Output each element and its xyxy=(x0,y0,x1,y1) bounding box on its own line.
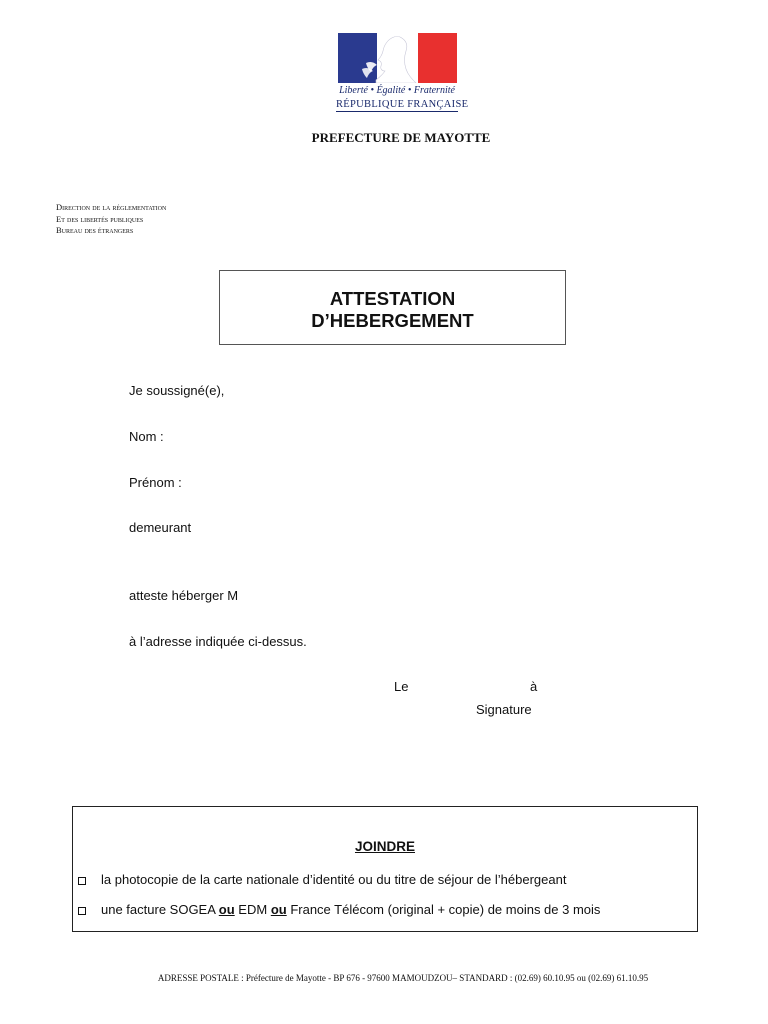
checkbox-bullet-icon xyxy=(78,877,86,885)
le-label: Le xyxy=(394,679,409,694)
demeurant-label: demeurant xyxy=(129,520,192,535)
joindre-box xyxy=(72,806,698,932)
joindre-item-2-part1: une facture SOGEA xyxy=(101,902,219,917)
direction-block xyxy=(56,202,166,237)
a-label: à xyxy=(530,679,538,694)
marianne-icon xyxy=(336,33,455,83)
signature-label: Signature xyxy=(476,702,532,717)
atteste-label: atteste héberger M xyxy=(129,588,239,603)
title-line-2: D’HEBERGEMENT xyxy=(311,310,474,331)
nom-label: Nom : xyxy=(129,429,164,444)
joindre-title: JOINDRE xyxy=(354,839,415,854)
logo-motto: Liberté • Égalité • Fraternité xyxy=(339,85,455,96)
joindre-item-2-text xyxy=(101,902,600,917)
soussigne-label: Je soussigné(e), xyxy=(129,383,225,398)
republique-francaise-logo xyxy=(336,33,469,117)
title-line-1: ATTESTATION xyxy=(329,288,456,309)
joindre-item-1-text: la photocopie de la carte nationale d’identité ou du titre de séjour de l’hébergeant xyxy=(101,872,567,887)
direction-line-1: Direction de la réglementation xyxy=(56,202,167,212)
document-title-box xyxy=(219,270,566,345)
direction-line-2: Et des libertés publiques xyxy=(56,213,144,224)
joindre-item-2-ou1: ou xyxy=(218,902,235,917)
checkbox-bullet-icon xyxy=(78,907,86,915)
direction-line-3: Bureau des étrangers xyxy=(56,225,134,235)
joindre-item-2-ou2: ou xyxy=(270,902,287,917)
joindre-item-2-part3: France Télécom (original + copie) de moins de 3 mois xyxy=(286,902,601,917)
prefecture-heading: PREFECTURE DE MAYOTTE xyxy=(311,130,491,145)
joindre-item-2-part2: EDM xyxy=(234,902,271,917)
logo-republique-francaise: RÉPUBLIQUE FRANÇAISE xyxy=(336,99,469,110)
footer-postal-address: ADRESSE POSTALE : Préfecture de Mayotte - BP 676 - 97600 MAMOUDZOU– STANDARD : (02.69) 60.10.95 ou (02.69) 61.10.95 xyxy=(157,973,649,983)
prenom-label: Prénom : xyxy=(129,475,182,490)
adresse-label: à l’adresse indiquée ci-dessus. xyxy=(129,634,307,649)
